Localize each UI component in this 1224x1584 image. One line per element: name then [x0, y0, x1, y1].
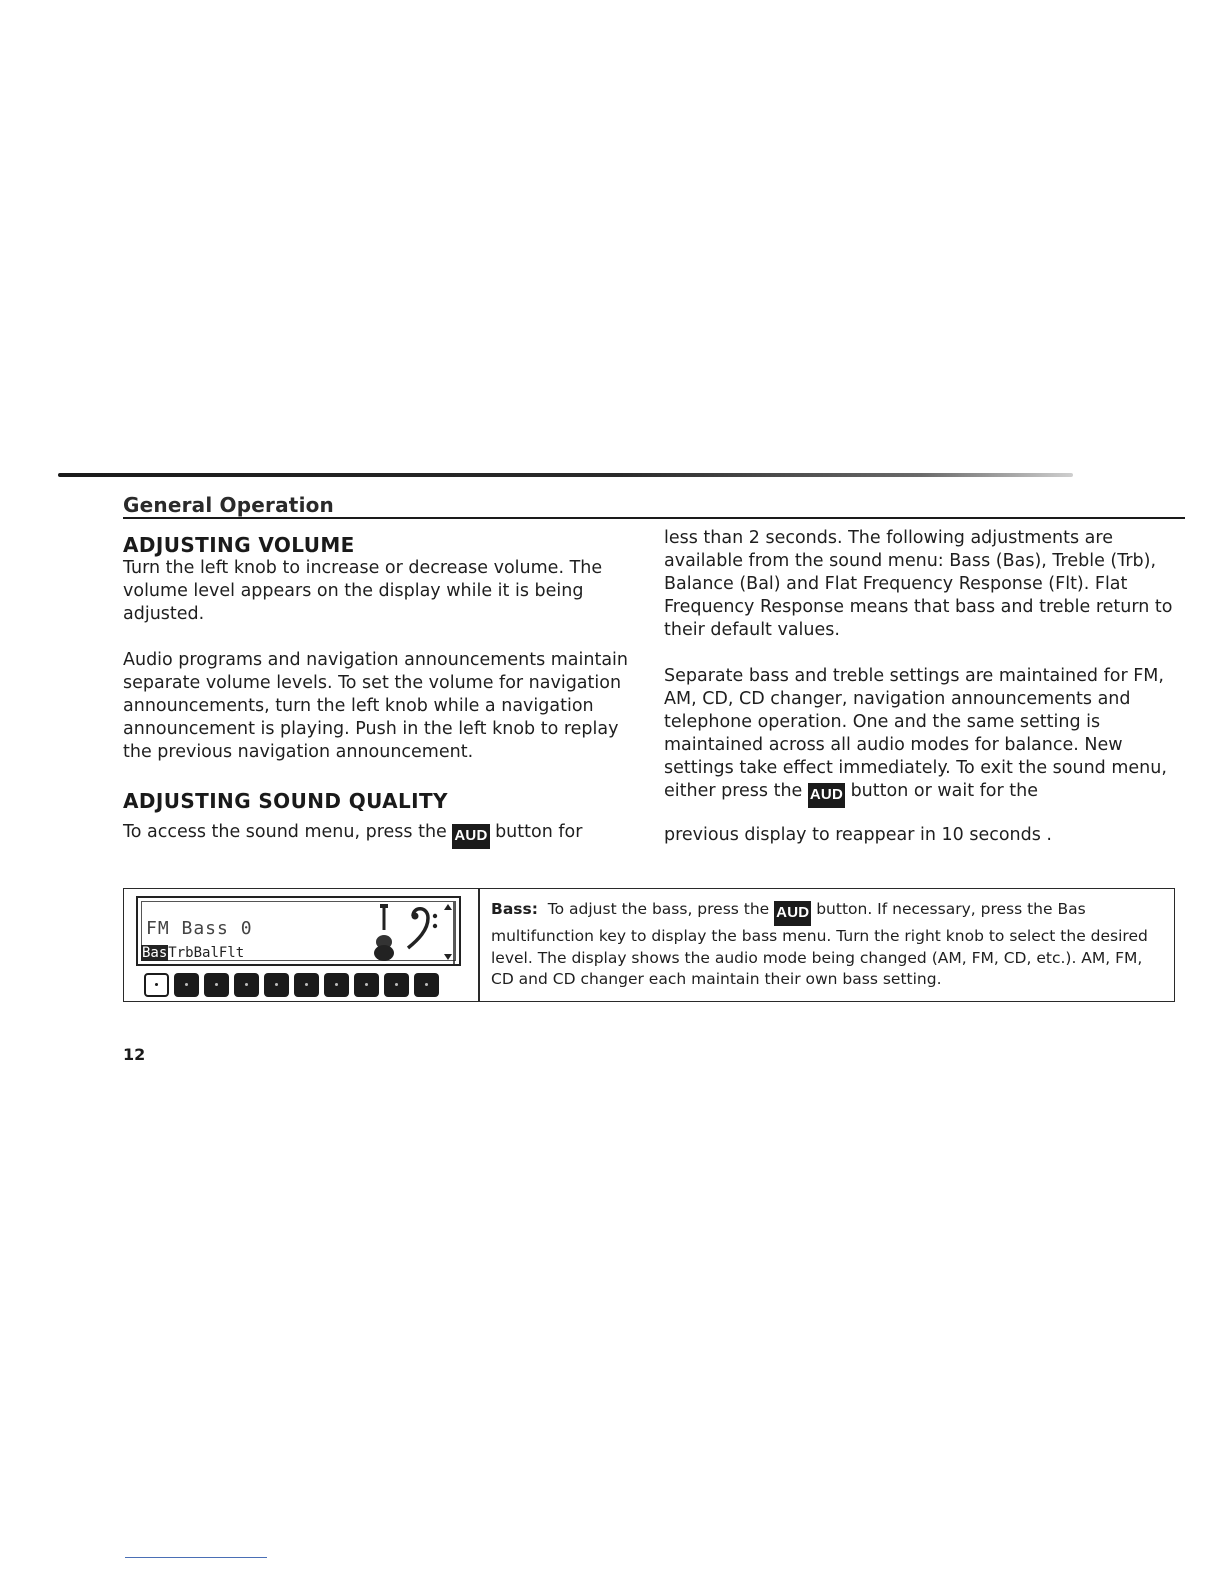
bass-term: Bass:: [491, 900, 538, 918]
bass-guitar-clef-icon: [368, 902, 456, 964]
bottom-rule: [125, 1557, 267, 1558]
softkey-10: [414, 973, 439, 997]
softkey-1: [144, 973, 169, 997]
volume-paragraph-1: Turn the left knob to increase or decrease volume. The volume level appears on the display while it is being adjusted.: [123, 558, 603, 624]
radio-display-illustration: [136, 896, 461, 966]
left-column: [123, 534, 648, 849]
aud-key-icon: AUD: [452, 824, 489, 849]
bass-text-before: To adjust the bass, press the: [547, 900, 770, 918]
softkey-row: [144, 973, 439, 997]
separate-settings-paragraph: [664, 665, 1194, 808]
softkey-2: [174, 973, 199, 997]
header-rule: [123, 517, 1185, 519]
display-line-2: [141, 945, 244, 961]
heading-adjusting-volume: ADJUSTING VOLUME: [123, 533, 355, 557]
separate-settings-text-mid: button or wait for the: [850, 781, 1038, 801]
sound-quality-text-after: button for: [495, 822, 583, 842]
softkey-6: [294, 973, 319, 997]
bass-note-box: [123, 888, 1175, 1002]
separate-settings-text: Separate bass and treble settings are maintained for FM, AM, CD, CD changer, navigation announcements and telephone operation. One and the same setting is maintained across all audio modes for balance. New settings take effect immediately. To exit the sound menu, either press the: [664, 666, 1167, 801]
softkey-8: [354, 973, 379, 997]
aud-key-icon: AUD: [808, 783, 845, 808]
section-header: General Operation: [123, 493, 334, 517]
display-menu-items: TrbBalFlt: [168, 945, 245, 961]
softkey-4: [234, 973, 259, 997]
bass-text-after: button. If necessary, press the Bas multifunction key to display the bass menu. Turn the right knob to select the desired level. The display shows the audio mode being changed (AM, FM, CD, etc.). AM, FM, CD and CD changer each maintain their own bass setting.: [491, 900, 1148, 988]
aud-key-icon: AUD: [774, 901, 811, 926]
display-selected-item: Bas: [142, 945, 168, 961]
sound-quality-paragraph: [123, 821, 648, 849]
softkey-9: [384, 973, 409, 997]
top-rule: [58, 473, 1073, 477]
display-line-1: FM Bass 0: [146, 918, 253, 939]
sound-menu-paragraph: less than 2 seconds. The following adjustments are available from the sound menu: Bass (Bas), Treble (Trb), Balance (Bal) and Flat Frequency Response (Flt). Flat Frequency Response means that bass and treble return to their default values.: [664, 528, 1173, 640]
right-column: [664, 527, 1194, 847]
bass-note-text: [491, 899, 1166, 991]
volume-paragraph-2: Audio programs and navigation announcements maintain separate volume levels. To set the volume for navigation announcements, turn the left knob while a navigation announcement is playing. Push in the left knob to replay the previous navigation announcement.: [123, 650, 629, 762]
softkey-5: [264, 973, 289, 997]
note-divider: [478, 889, 480, 1001]
heading-adjusting-sound-quality: ADJUSTING SOUND QUALITY: [123, 789, 448, 813]
page-number: 12: [123, 1045, 146, 1064]
softkey-7: [324, 973, 349, 997]
separate-settings-text-end: previous display to reappear in 10 seconds .: [664, 825, 1052, 845]
sound-quality-text-before: To access the sound menu, press the: [123, 822, 447, 842]
softkey-3: [204, 973, 229, 997]
